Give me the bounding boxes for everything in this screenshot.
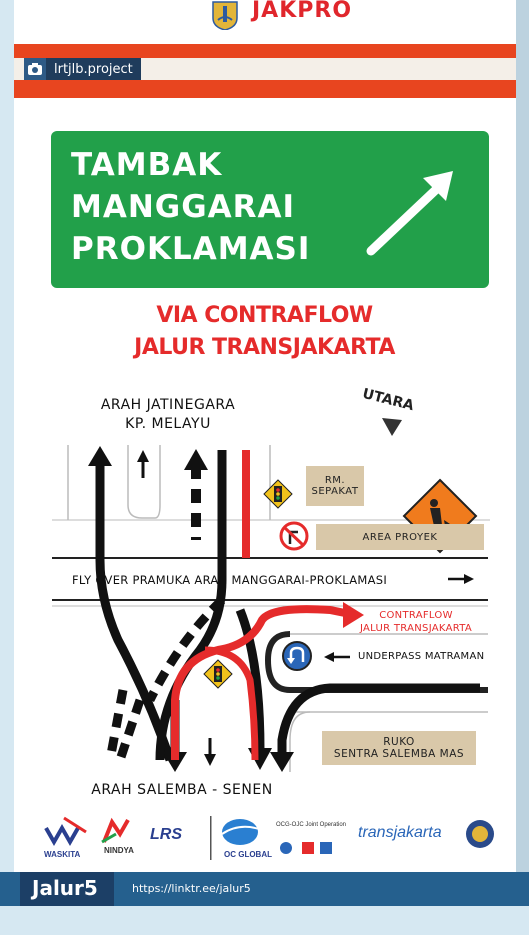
rm-sepakat-line-1: RM. [324, 475, 346, 486]
waskita-logo: WASKITA [44, 850, 81, 859]
contraflow-label-line-2: JALUR TRANSJAKARTA [359, 623, 473, 634]
sign-line-1: TAMBAK [71, 147, 223, 183]
ruko-label [322, 731, 476, 765]
bottom-direction: ARAH SALEMBA - SENEN [91, 782, 273, 798]
u-turn-icon [283, 642, 311, 670]
logo-text: JAKPRO [252, 0, 353, 23]
rm-sepakat-line-2: SEPAKAT [311, 486, 359, 497]
contraflow-label-line-1: CONTRAFLOW [379, 610, 453, 621]
ocg-ojc-logo: OCG-OJC Joint Operation [276, 822, 347, 828]
via-line-1: VIA CONTRAFLOW [156, 303, 373, 328]
ruko-line-2: SENTRA SALEMBA MAS [333, 748, 465, 760]
north-label: UTARA [360, 385, 416, 415]
underpass-label: UNDERPASS MATRAMAN [358, 651, 485, 662]
via-line-2: JALUR TRANSJAKARTA [134, 335, 395, 360]
nindya-logo: NINDYA [104, 846, 134, 855]
rm-sepakat-label [306, 466, 364, 506]
lrs-logo: LRS [150, 826, 182, 843]
ruko-line-1: RUKO [383, 736, 415, 748]
traffic-light-icon [264, 480, 292, 508]
oc-global-logo: OC GLOBAL [224, 850, 272, 859]
sign-line-3: PROKLAMASI [71, 231, 311, 267]
no-right-turn-icon [281, 523, 307, 549]
top-direction-line-1: ARAH JATINEGARA [100, 397, 236, 413]
area-proyek-label: AREA PROYEK [316, 524, 484, 550]
bottom-background [0, 906, 529, 935]
transjakarta-logo: transjakarta [358, 824, 442, 841]
top-direction-line-2: KP. MELAYU [125, 416, 211, 432]
flyover-label: FLY OVER PRAMUKA ARAH MANGGARAI-PROKLAMASI [72, 573, 388, 587]
sponsor-strip [40, 812, 500, 864]
footer-link[interactable]: https://linktr.ee/jalur5 [132, 882, 251, 895]
footer-brand: Jalur5 [32, 876, 98, 900]
instagram-handle: lrtjlb.project [54, 61, 133, 77]
traffic-light-icon [204, 660, 232, 688]
sign-line-2: MANGGARAI [71, 189, 296, 225]
